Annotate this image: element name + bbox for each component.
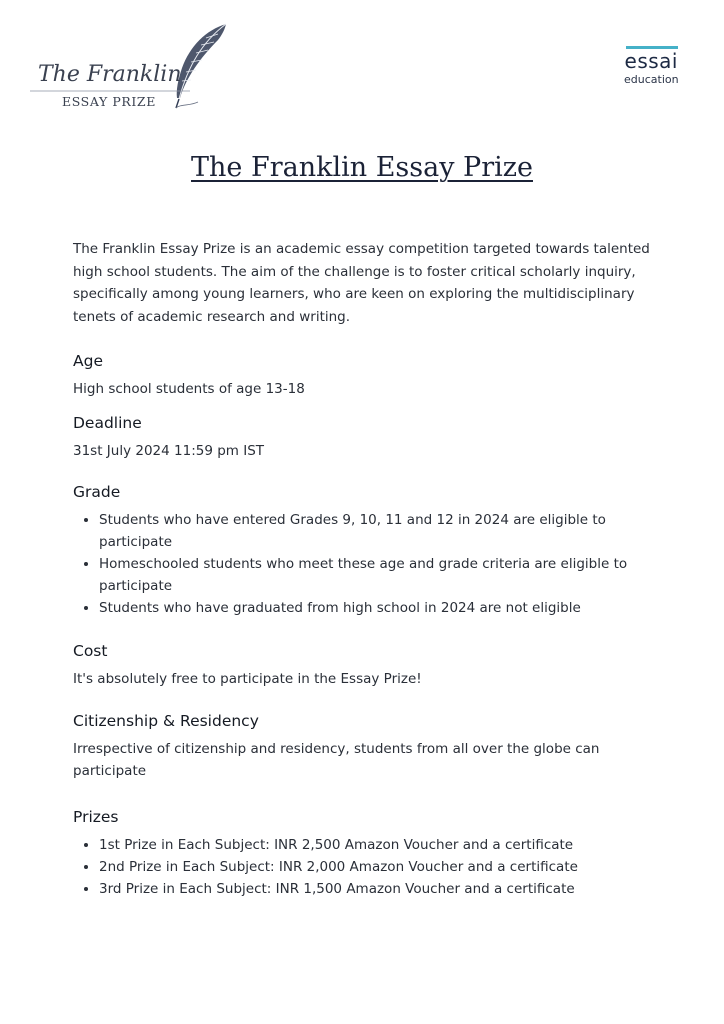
list-item: • Homeschooled students who meet these age and grade criteria are eligible to participate <box>99 553 653 597</box>
grade-heading: Grade <box>73 483 121 501</box>
list-item: • Students who have entered Grades 9, 10, 11 and 12 in 2024 are eligible to participate <box>99 509 653 553</box>
grade-section <box>73 482 653 619</box>
page-title: The Franklin Essay Prize <box>191 152 533 183</box>
essai-education-logo <box>624 46 678 86</box>
citizenship-text: Irrespective of citizenship and residency, students from all over the globe can participate <box>73 740 600 779</box>
grade-list <box>73 509 653 619</box>
deadline-text: 31st July 2024 11:59 pm IST <box>73 442 265 459</box>
cost-text: It's absolutely free to participate in the Essay Prize! <box>73 671 422 687</box>
logo-education-text: education <box>624 73 679 86</box>
citizenship-section <box>73 711 653 783</box>
logo-essai-text: essai <box>624 49 678 73</box>
prizes-section <box>73 807 653 900</box>
age-heading: Age <box>73 352 103 370</box>
prizes-heading: Prizes <box>73 807 119 826</box>
franklin-logo <box>30 22 240 122</box>
citizenship-heading: Citizenship & Residency <box>73 711 259 730</box>
logo-franklin-text: The Franklin <box>38 62 182 87</box>
intro-paragraph: The Franklin Essay Prize is an academic essay competition targeted towards talented high school students. The aim of the challenge is to foster critical scholarly inquiry, specifically among young learners, who are keen on exploring the multidisciplinary tenets of academic research and writing. <box>73 241 650 325</box>
deadline-section <box>73 413 653 463</box>
deadline-heading: Deadline <box>73 413 142 432</box>
list-item: • 1st Prize in Each Subject: INR 2,500 Amazon Voucher and a certificate <box>99 834 653 856</box>
prizes-list <box>73 834 653 900</box>
cost-heading: Cost <box>73 642 108 660</box>
logo-essay-prize-text: ESSAY PRIZE <box>62 94 156 109</box>
list-item: • 2nd Prize in Each Subject: INR 2,000 Amazon Voucher and a certificate <box>99 856 653 878</box>
cost-section <box>73 641 653 691</box>
age-section <box>73 351 653 401</box>
document-body <box>73 238 653 912</box>
list-item: • Students who have graduated from high school in 2024 are not eligible <box>99 597 653 619</box>
age-text: High school students of age 13-18 <box>73 381 305 397</box>
list-item: • 3rd Prize in Each Subject: INR 1,500 Amazon Voucher and a certificate <box>99 878 653 900</box>
